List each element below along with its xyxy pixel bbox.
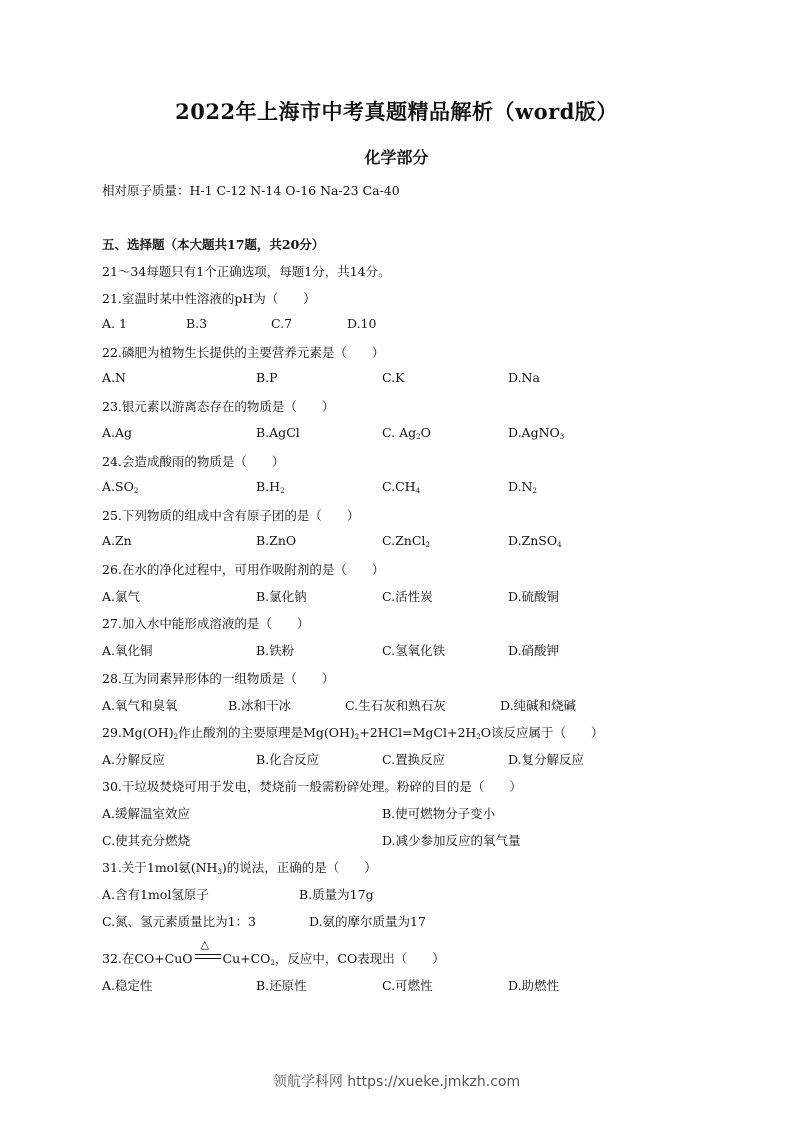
q21-option-c: C.7: [271, 316, 293, 331]
q31-option-a: A.含有1mol氢原子: [102, 887, 209, 902]
q30-option-d: D.减少参加反应的氧气量: [382, 833, 521, 848]
q28-option-b: B.冰和干冰: [228, 698, 292, 713]
q30-option-b: B.使可燃物分子变小: [382, 806, 496, 821]
question-31: 31.关于1mol氨$(NH_3)$的说法，正确的是（ ）: [102, 860, 377, 876]
q27-option-b: B.铁粉: [256, 643, 295, 658]
q32-option-a: A.稳定性: [102, 978, 153, 993]
q27-option-a: A.氧化铜: [102, 643, 153, 658]
q32-option-c: C.可燃性: [382, 978, 433, 993]
q24-option-c: $C.CH_4$: [382, 479, 421, 495]
question-29: $29.Mg(OH)_2$作止酸剂的主要原理是$Mg(OH)_2+2HCl=MgCl+2H_2O$该反应属于（ ）: [102, 725, 604, 741]
question-26: 26.在水的净化过程中，可用作吸附剂的是（ ）: [102, 562, 385, 577]
question-30: 30.干垃圾焚烧可用于发电，焚烧前一般需粉碎处理。粉碎的目的是（ ）: [102, 779, 522, 794]
q27-option-d: D.硝酸钾: [508, 643, 560, 658]
q25-option-a: A.Zn: [102, 533, 132, 548]
q30-option-a: A.缓解温室效应: [102, 806, 191, 821]
q24-option-b: $B.H_2$: [256, 479, 285, 495]
q28-option-d: D.纯碱和烧碱: [500, 698, 577, 713]
q21-option-d: D.10: [347, 316, 377, 331]
q29-option-d: D.复分解反应: [508, 752, 585, 767]
q24-option-a: $A.SO_2$: [102, 479, 139, 495]
question-32: 32.在CO+CuO △ $Cu+CO_2$，反应中，CO表现出（ ）: [102, 938, 445, 967]
atomic-mass-line: 相对原子质量：H-1 C-12 N-14 O-16 Na-23 Ca-40: [102, 183, 400, 198]
q23-option-a: A.Ag: [102, 425, 133, 440]
q28-option-c: C.生石灰和熟石灰: [345, 698, 446, 713]
q22-option-a: A.N: [102, 370, 126, 385]
footer-watermark-link[interactable]: 领航学科网 https://xueke.jmkzh.com: [272, 1074, 521, 1090]
q31-option-c: C.氮、氢元素质量比为1：3: [102, 914, 256, 929]
page-subtitle: 化学部分: [364, 148, 429, 167]
question-23: 23.银元素以游离态存在的物质是（ ）: [102, 399, 335, 414]
q25-option-d: D.ZnSO$_4$: [508, 533, 562, 549]
section-heading: 五、选择题（本大题共17题，共20分）: [102, 237, 325, 252]
heating-condition-symbol: △: [193, 951, 223, 965]
q29-option-c: C.置换反应: [382, 752, 446, 767]
q25-option-c: C.ZnCl$_2$: [382, 533, 430, 549]
q29-option-b: B.化合反应: [256, 752, 320, 767]
question-27: 27.加入水中能形成溶液的是（ ）: [102, 616, 310, 631]
q26-option-a: A.氯气: [102, 589, 141, 604]
q31-option-d: D.氨的摩尔质量为17: [309, 914, 426, 929]
question-24: 24.会造成酸雨的物质是（ ）: [102, 454, 285, 469]
q32-option-b: B.还原性: [256, 978, 307, 993]
q22-option-d: D.Na: [508, 370, 540, 385]
q21-option-b: B.3: [186, 316, 208, 331]
q26-option-b: B.氯化钠: [256, 589, 307, 604]
q23-option-c: C. $Ag_2O$: [382, 425, 431, 441]
q22-option-c: C.K: [382, 370, 405, 385]
q30-option-c: C.使其充分燃烧: [102, 833, 191, 848]
q31-option-b: B.质量为17g: [299, 887, 374, 902]
q22-option-b: B.P: [256, 370, 278, 385]
page-title: 2022年上海市中考真题精品解析（word版）: [175, 99, 618, 124]
q29-option-a: A.分解反应: [102, 752, 166, 767]
q23-option-b: B.AgCl: [256, 425, 300, 440]
q26-option-d: D.硫酸铜: [508, 589, 560, 604]
q21-option-a: A. 1: [102, 316, 127, 331]
q32-option-d: D.助燃性: [508, 978, 560, 993]
q27-option-c: C.氢氧化铁: [382, 643, 446, 658]
q23-option-d: D.AgNO$_3$: [508, 425, 565, 441]
question-28: 28.互为同素异形体的一组物质是（ ）: [102, 671, 335, 686]
q25-option-b: B.ZnO: [256, 533, 297, 548]
question-25: 25.下列物质的组成中含有原子团的是（ ）: [102, 508, 360, 523]
instruction-line: 21～34每题只有1个正确选项，每题1分，共14分。: [102, 264, 391, 279]
question-22: 22.磷肥为植物生长提供的主要营养元素是（ ）: [102, 345, 385, 360]
q24-option-d: $D.N_2$: [508, 479, 537, 495]
question-21: 21.室温时某中性溶液的pH为（ ）: [102, 291, 316, 306]
q28-option-a: A.氧气和臭氧: [102, 698, 178, 713]
q26-option-c: C.活性炭: [382, 589, 433, 604]
